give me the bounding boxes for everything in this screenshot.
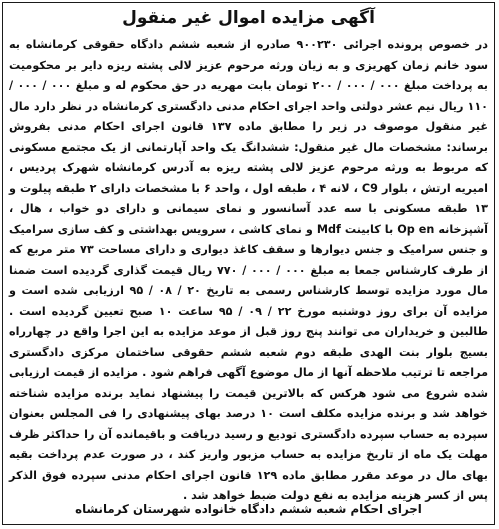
notice-title: آگهی مزایده اموال غیر منقول xyxy=(122,8,375,28)
notice-frame xyxy=(2,2,495,525)
notice-body: در خصوص پرونده اجرائی ۹۰۰۲۳۰ صادره از شعبه ششم دادگاه حقوقی کرمانشاه به سود خانم زمان کهریزی و به زیان ورثه مرحوم عزیز لالی پشته ریزه دایر بر محکومیت به پرداخت مبلغ ۰۰۰ / ۰۰۰ / ۲۰۰ تومان بابت مهریه در حق محکوم له و مبلغ ۰۰۰ / ۰۰۰ / ۱۱۰ ریال نیم عشر دولتی واحد اجرای احکام مدنی دادگستری کرمانشاه در نظر دارد مال غیر منقول موصوف در زیر را مطابق ماده ۱۳۷ قانون اجرای احکام مدنی بفروش برساند: مشخصات مال غیر منقول: ششدانگ یک واحد آپارتمانی از یک مجتمع مسکونی که مربوط به ورثه مرحوم عزیز لالی پشته ریزه به آدرس کرمانشاه شهرک پردیس ، امیریه ارتش ، بلوار C9 ، لانه ۴ ، طبقه اول ، واحد ۶ با مشخصات دارای ۲ طبقه پیلوت و ۱۳ طبقه مسکونی با سه عدد آسانسور و نمای سیمانی و دارای دو خواب ، هال ، آشپزخانه Op en با کابینت Mdf و نمای کاشی ، سرویس بهداشتی و کف سازی سرامیک و جنس سرامیک و جنس دیوارها و سقف کاغذ دیواری و دارای مساحت ۷۳ متر مربع که از طرف کارشناس جمعا به مبلغ ۰۰۰ / ۰۰۰ / ۷۷۰ ریال قیمت گذاری گردیده است ضمنا مال مورد مزایده توسط کارشناس رسمی به تاریخ ۲۰ / ۰۸ / ۹۵ ارزیابی شده است و مزایده آن برای روز دوشنبه مورخ ۲۲ / ۰۹ / ۹۵ ساعت ۱۰ صبح تعیین گردیده است . طالبین و خریداران می توانند پنج روز قبل از موعد مزایده به این اجرا واقع در چهارراه بسیج بلوار بنت الهدی طبقه دوم شعبه ششم حقوقی ساختمان مرکزی دادگستری مراجعه تا ترتیب ملاحظه آنها از مال موضوع آگهی فراهم شود . مزایده از قیمت ارزیابی شده شروع می شود هرکس که بالاترین قیمت را پیشنهاد نماید برنده مزایده شناخته خواهد شد و برنده مزایده مکلف است ۱۰ درصد بهای پیشنهادی را فی المجلس بعنوان سپرده به حساب سپرده دادگستری تودیع و رسید دریافت و باقیمانده آن را حداکثر ظرف مهلت یک ماه از تاریخ مزایده به حساب مزبور واریز کند ، در صورت عدم پرداخت بقیه بهای مال در موعد مقرر مطابق ماده ۱۲۹ قانون اجرای احکام مدنی سپرده فوق الذکر پس از کسر هزینه مزایده به نفع دولت ضبط خواهد شد . xyxy=(9,38,489,502)
notice-signature: اجرای احکام شعبه ششم دادگاه خانواده شهرستان کرمانشاه xyxy=(75,502,422,516)
